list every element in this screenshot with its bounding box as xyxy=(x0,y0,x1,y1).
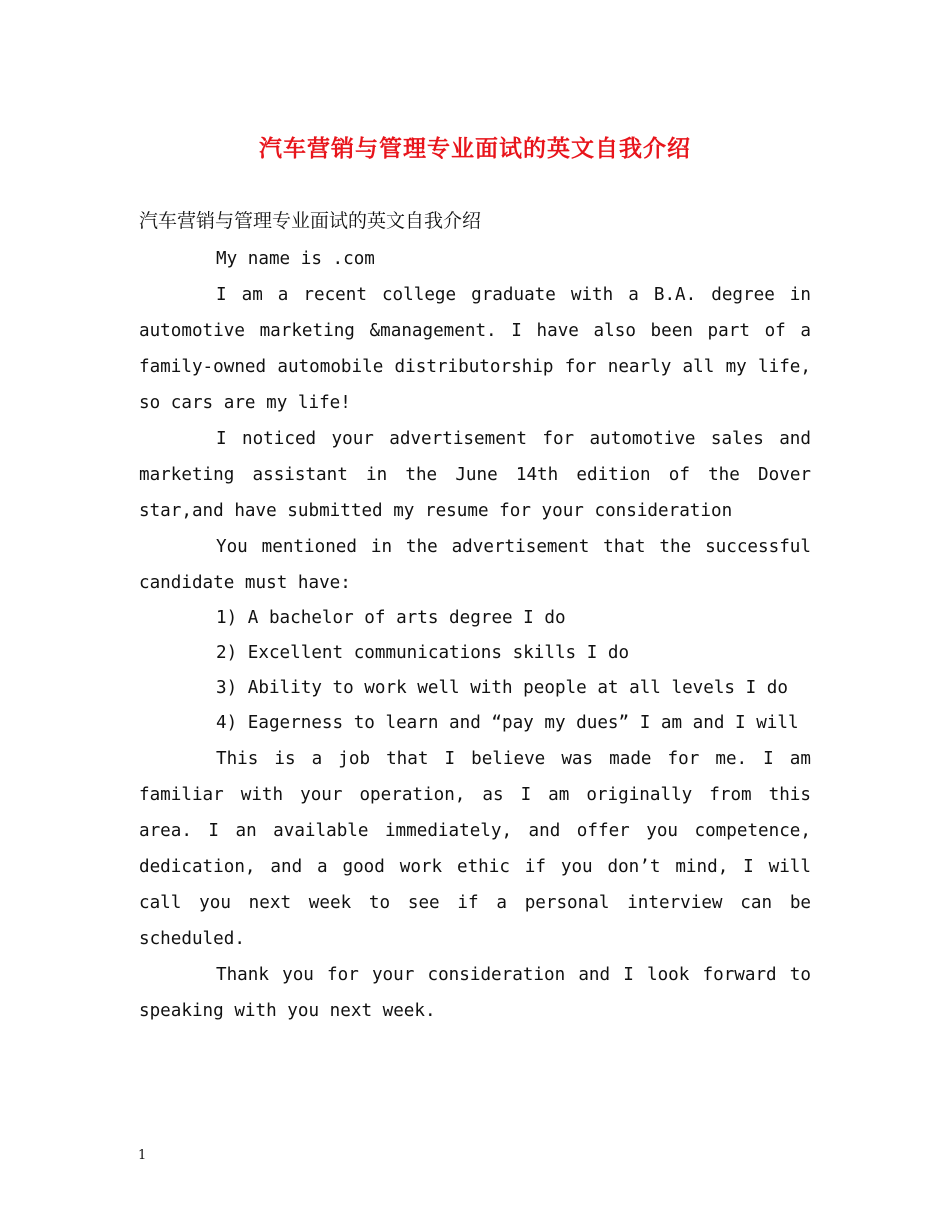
requirement-item: 2) Excellent communications skills I do xyxy=(216,643,630,663)
page-number: 1 xyxy=(138,1148,147,1163)
requirement-item: 4) Eagerness to learn and “pay my dues” I am and I will xyxy=(216,713,799,733)
thank-you-paragraph: Thank you for your consideration and I look forward to speaking with you next week. xyxy=(139,965,811,1021)
background-paragraph: I am a recent college graduate with a B.A. degree in automotive marketing &management. I have also been part of a family-owned automobile distributorship for nearly all my life, so cars are my life! xyxy=(139,285,811,413)
name-paragraph: My name is .com xyxy=(216,249,375,269)
requirement-item: 3) Ability to work well with people at all levels I do xyxy=(216,678,788,698)
fit-paragraph: This is a job that I believe was made for me. I am familiar with your operation, as I am originally from this area. I an available immediately, and offer you competence, dedication, and a good work ethic if you don’t mind, I will call you next week to see if a personal interview can be scheduled. xyxy=(139,749,811,949)
requirement-item: 1) A bachelor of arts degree I do xyxy=(216,608,566,628)
advertisement-paragraph: I noticed your advertisement for automotive sales and marketing assistant in the June 14th edition of the Dover star,and have submitted my resume for your consideration xyxy=(139,429,811,521)
document-subtitle: 汽车营销与管理专业面试的英文自我介绍 xyxy=(139,210,482,232)
document-title: 汽车营销与管理专业面试的英文自我介绍 xyxy=(259,135,691,162)
requirements-intro-paragraph: You mentioned in the advertisement that the successful candidate must have: xyxy=(139,537,811,593)
document-body xyxy=(139,205,811,1029)
